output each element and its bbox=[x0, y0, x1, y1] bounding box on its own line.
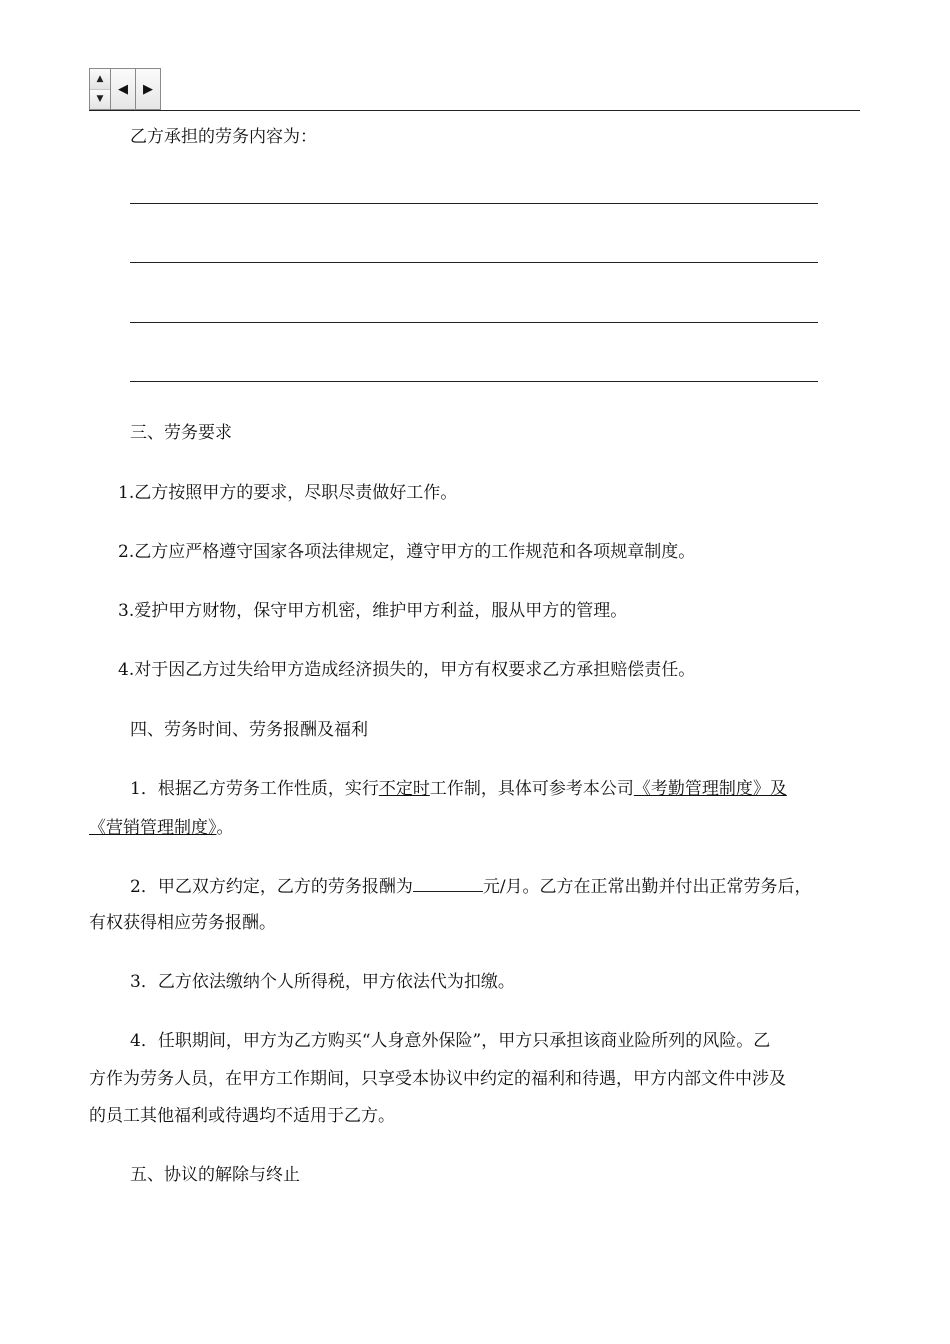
section-3-item-2: 2.乙方应严格遵守国家各项法律规定，遵守甲方的工作规范和各项规章制度。 bbox=[118, 542, 696, 562]
item-text: 元/月。乙方在正常出勤并付出正常劳务后， bbox=[482, 877, 812, 897]
underlined-term: 不定时 bbox=[378, 779, 430, 799]
service-content-intro: 乙方承担的劳务内容为： bbox=[130, 127, 317, 147]
section-3-item-3: 3.爱护甲方财物，保守甲方机密，维护甲方利益，服从甲方的管理。 bbox=[118, 601, 628, 621]
section-4-item-4-line-1: 4．任职期间，甲方为乙方购买“人身意外保险”，甲方只承担该商业险所列的风险。乙 bbox=[130, 1031, 771, 1051]
section-4-item-4-line-3: 的员工其他福利或待遇均不适用于乙方。 bbox=[89, 1106, 395, 1126]
section-4-item-1-line-1 bbox=[130, 778, 787, 800]
caret-down-icon: ▼ bbox=[96, 94, 104, 105]
attendance-policy-reference: 《考勤管理制度》及 bbox=[633, 779, 787, 799]
fill-in-line bbox=[130, 381, 818, 382]
section-4-item-2-line-2: 有权获得相应劳务报酬。 bbox=[89, 913, 276, 933]
item-text: 1．根据乙方劳务工作性质，实行 bbox=[130, 779, 379, 799]
page-nav-control bbox=[89, 68, 161, 110]
item-text: 工作制，具体可参考本公司 bbox=[429, 779, 634, 799]
section-4-item-2-line-1 bbox=[130, 875, 812, 898]
next-page-button[interactable] bbox=[136, 69, 160, 109]
arrow-left-icon: ◀ bbox=[118, 81, 128, 97]
section-3-title: 三、劳务要求 bbox=[130, 423, 232, 443]
previous-page-button[interactable] bbox=[111, 69, 136, 109]
sales-policy-reference: 《营销管理制度》 bbox=[89, 818, 217, 838]
section-4-item-1-line-2 bbox=[89, 817, 234, 839]
section-3-item-1: 1.乙方按照甲方的要求，尽职尽责做好工作。 bbox=[118, 483, 458, 503]
section-3-item-4: 4.对于因乙方过失给甲方造成经济损失的，甲方有权要求乙方承担赔偿责任。 bbox=[118, 660, 696, 680]
page-spinner bbox=[90, 69, 111, 109]
item-text: 2．甲乙双方约定，乙方的劳务报酬为 bbox=[130, 877, 413, 897]
header-divider bbox=[89, 110, 860, 111]
fill-in-line bbox=[130, 322, 818, 323]
salary-blank-field bbox=[413, 875, 483, 892]
arrow-right-icon: ▶ bbox=[143, 81, 153, 97]
fill-in-line bbox=[130, 203, 818, 204]
spin-down-button[interactable] bbox=[90, 90, 110, 110]
section-4-item-3: 3．乙方依法缴纳个人所得税，甲方依法代为扣缴。 bbox=[130, 972, 515, 992]
section-4-title: 四、劳务时间、劳务报酬及福利 bbox=[130, 720, 368, 740]
spin-up-button[interactable] bbox=[90, 69, 110, 90]
item-text: 。 bbox=[216, 818, 234, 838]
section-5-title: 五、协议的解除与终止 bbox=[130, 1165, 300, 1185]
caret-up-icon: ▲ bbox=[96, 73, 104, 84]
fill-in-line bbox=[130, 262, 818, 263]
section-4-item-4-line-2: 方作为劳务人员，在甲方工作期间，只享受本协议中约定的福利和待遇，甲方内部文件中涉及 bbox=[89, 1069, 786, 1089]
